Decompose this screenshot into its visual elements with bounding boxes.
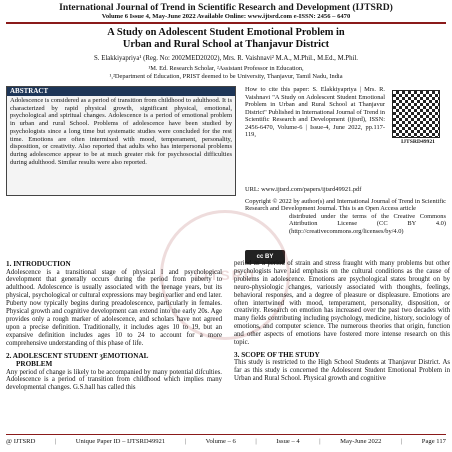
section-heading-scope: 3. SCOPE OF THE STUDY [234, 350, 320, 359]
copyright-text-1: Copyright © 2022 by author(s) and International Journal of Trend in Scientific Research and Development Journal. This is an Open Access article [245, 197, 446, 212]
footer-issue: Issue – 4 [276, 438, 300, 445]
abstract-text: Adolescence is considered as a period of transition from childhood to adulthood. It is characterized by rapid physical growth, significant physical, emotional, psychological and spiritual changes. Adolescence is a period of emotional problem in urban and rural School. Problems of adolescence have been studied by psychologists since a long time but systematic studies were concluded for the rest time. Emotions are often intermixed with mood, temperament, personality, disposition, or creativity. Also reported that adults who has interpersonal problems during adolescence appear to be at much greater risk for psychosocial difficulties during adulthood. Similar results were also reported. [10, 97, 232, 166]
section-heading-emotional-problem-line1: 2. ADOLESCENT STUDENT ʒEMOTIONAL [6, 351, 149, 360]
affiliation-2: ¹,²Department of Education, PRIST deemed to be University, Thanjavur, Tamil Nadu, India [109, 73, 343, 80]
paragraph-continued: period as a period of strain and stress fraught with many problems but other psychologists have laid emphasis on the cultural conditions as the cause of problems in adolescence. Emotions are psychological states brought on by neuro-physiologic changes, variously associated with thoughts, feelings, behavioral responses, and a degree of pleasure or displeasure. Emotions are often intertwined with mood, temperament, personality, disposition, or creativity. Research on emotion has increased over the past two decades with many fields contributing including psychology, medicine, history, sociology of emotions, and computer science. The numerous theories that origin, function and other aspects of emotions have fostered more intense research on this topic. [234, 260, 450, 347]
page-footer [6, 437, 446, 446]
footer-brand: @ IJTSRD [6, 438, 36, 445]
citation-text: How to cite this paper: S. Elakkiyapriya | Mrs. R. Vaishnavi "A Study on Adolescent Student Emotional Problem in Urban and Rural School at Thanjavur District" Published in International Journal of Trend in Scientific Research and Development (ijtsrd), ISSN: 2456-6470, Volume-6 | Issue-4, June 2022, pp.117-119, [245, 86, 385, 138]
footer-date: May-June 2022 [340, 438, 382, 445]
footer-separator: | [319, 438, 321, 445]
paper-title-line2: Urban and Rural School at Thanjavur District [122, 39, 330, 50]
paragraph-introduction: Adolescence is a transitional stage of physical l and psychological development that generally occurs during the period from puberty to adulthood. Adolescence is usually associated with the teenage years, but its physical, psychological or cultural expressions may begin earlier and end later. Puberty now typically begins during preadolescence, particularly in females. Physical growth and cognitive development can extend into the early 20s. Age provides only a rough marker of adolescence, and scholars have not agreed upon a precise definition. Traditionally, it includes ages 10 to 19, but an expansive definition includes ages 10 to 24 to account for a more comprehensive understanding of this phase of life. [6, 268, 222, 347]
journal-title: International Journal of Trend in Scientific Research and Development (IJTSRD) [59, 2, 393, 13]
section-heading-introduction: 1. INTRODUCTION [6, 260, 71, 268]
citation-url[interactable]: URL: www.ijtsrd.com/papers/ijtsrd49921.pdf [245, 186, 362, 193]
paper-title [20, 27, 432, 51]
journal-meta: Volume 6 Issue 4, May-June 2022 Available Online: www.ijtsrd.com e-ISSN: 2456 – 6470 [101, 13, 351, 20]
footer-separator: | [54, 438, 57, 445]
abstract-box [6, 86, 236, 196]
section-heading-emotional-problem [6, 352, 222, 369]
paper-title-line1: A Study on Adolescent Student Emotional Problem in [107, 27, 345, 38]
affiliation-1: ¹M. Ed. Research Scholar, ²Assistant Professor in Education, [148, 65, 304, 72]
footer-page: Page 117 [421, 438, 446, 445]
copyright-text-2: distributed under the terms of the Creative Commons Attribution License (CC BY 4.0) (http://creativecommons.org/licenses/by/4.0) [289, 212, 446, 235]
authors: S. Elakkiyapriya¹ (Reg. No: 2002MED20202), Mrs. R. Vaishnavi² M.A., M.Phil., M.Ed., M.Phil. [94, 55, 358, 62]
qr-code-block [392, 90, 444, 150]
header-rule [6, 22, 446, 24]
footer-volume: Volume – 6 [205, 438, 236, 445]
journal-header [6, 2, 446, 21]
paragraph-scope: This study is restricted to the High School Students at Thanjavur District. As far as this study is concerned the Adolescent Student Emotional Problem in Urban and Rural School. Physical growth and cognitive [234, 359, 450, 383]
footer-unique-id: Unique Paper ID – IJTSRD49921 [75, 438, 166, 445]
copyright-block [245, 197, 446, 260]
cc-by-icon: cc BY [245, 250, 285, 264]
qr-code-icon [392, 90, 440, 138]
footer-separator: | [255, 438, 257, 445]
section-heading-emotional-problem-line2: PROBLEM [16, 360, 53, 369]
footer-rule [6, 434, 446, 435]
watermark-text: IJTSRD [194, 267, 256, 283]
paragraph-emotional-problem: Any period of change is likely to be accompanied by many potential difculties. Adolescence is a period of transition from childhood which implies many developmental changes. G.S.hall has called this [6, 368, 222, 392]
footer-separator: | [400, 438, 403, 445]
citation-column [245, 86, 446, 260]
footer-separator: | [184, 438, 187, 445]
qr-label: IJTSRD49921 [401, 139, 435, 145]
body-column-left [6, 260, 222, 392]
body-column-right [234, 260, 450, 383]
citation-block [245, 86, 446, 186]
abstract-heading: ABSTRACT [7, 87, 235, 96]
